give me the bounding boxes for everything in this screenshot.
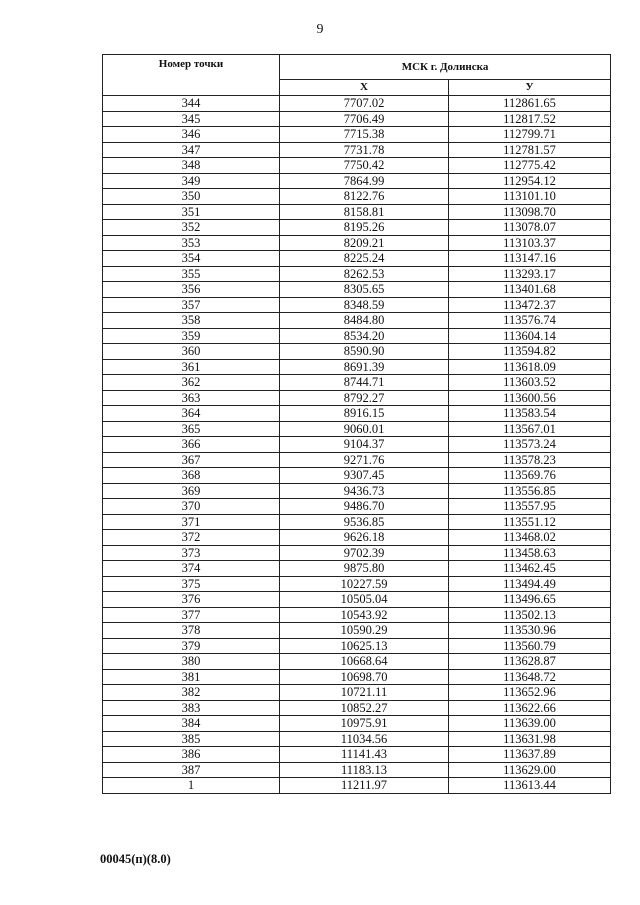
cell-y: 113622.66 (449, 700, 611, 716)
table-row (103, 669, 611, 685)
cell-point-number: 382 (103, 685, 280, 701)
cell-y: 113530.96 (449, 623, 611, 639)
cell-x: 9486.70 (280, 499, 449, 515)
cell-x: 8916.15 (280, 406, 449, 422)
cell-y: 113594.82 (449, 344, 611, 360)
cell-point-number: 368 (103, 468, 280, 484)
table-row (103, 173, 611, 189)
cell-y: 113569.76 (449, 468, 611, 484)
cell-point-number: 386 (103, 747, 280, 763)
table-row (103, 592, 611, 608)
cell-y: 112817.52 (449, 111, 611, 127)
cell-point-number: 346 (103, 127, 280, 143)
cell-x: 7706.49 (280, 111, 449, 127)
cell-point-number: 384 (103, 716, 280, 732)
table-row (103, 189, 611, 205)
cell-x: 9702.39 (280, 545, 449, 561)
cell-point-number: 360 (103, 344, 280, 360)
cell-point-number: 369 (103, 483, 280, 499)
cell-x: 8348.59 (280, 297, 449, 313)
cell-x: 10543.92 (280, 607, 449, 623)
table-row (103, 266, 611, 282)
table-row (103, 731, 611, 747)
cell-x: 9271.76 (280, 452, 449, 468)
cell-y: 113637.89 (449, 747, 611, 763)
table-row (103, 716, 611, 732)
table-row (103, 421, 611, 437)
cell-x: 8262.53 (280, 266, 449, 282)
table-row (103, 514, 611, 530)
table-row (103, 700, 611, 716)
cell-y: 113557.95 (449, 499, 611, 515)
cell-point-number: 352 (103, 220, 280, 236)
cell-x: 7731.78 (280, 142, 449, 158)
cell-point-number: 356 (103, 282, 280, 298)
cell-y: 113603.52 (449, 375, 611, 391)
table-row (103, 313, 611, 329)
cell-x: 10625.13 (280, 638, 449, 654)
cell-y: 112954.12 (449, 173, 611, 189)
cell-x: 8590.90 (280, 344, 449, 360)
cell-x: 9626.18 (280, 530, 449, 546)
cell-x: 10698.70 (280, 669, 449, 685)
table-row (103, 375, 611, 391)
cell-x: 11141.43 (280, 747, 449, 763)
cell-x: 8225.24 (280, 251, 449, 267)
cell-y: 113147.16 (449, 251, 611, 267)
cell-y: 113628.87 (449, 654, 611, 670)
cell-point-number: 353 (103, 235, 280, 251)
header-msk: МСК г. Долинска (280, 55, 611, 80)
cell-point-number: 349 (103, 173, 280, 189)
cell-point-number: 376 (103, 592, 280, 608)
cell-y: 113639.00 (449, 716, 611, 732)
cell-point-number: 364 (103, 406, 280, 422)
table-row (103, 685, 611, 701)
cell-point-number: 361 (103, 359, 280, 375)
cell-point-number: 351 (103, 204, 280, 220)
cell-x: 9436.73 (280, 483, 449, 499)
cell-y: 113604.14 (449, 328, 611, 344)
table-row (103, 220, 611, 236)
table-row (103, 344, 611, 360)
table-row (103, 530, 611, 546)
cell-point-number: 358 (103, 313, 280, 329)
cell-point-number: 378 (103, 623, 280, 639)
cell-x: 8122.76 (280, 189, 449, 205)
table-row (103, 762, 611, 778)
cell-x: 8792.27 (280, 390, 449, 406)
cell-y: 113472.37 (449, 297, 611, 313)
header-point-number: Номер точки (103, 55, 280, 96)
cell-x: 8691.39 (280, 359, 449, 375)
cell-x: 9875.80 (280, 561, 449, 577)
cell-y: 113618.09 (449, 359, 611, 375)
cell-point-number: 1 (103, 778, 280, 794)
cell-y: 113578.23 (449, 452, 611, 468)
cell-y: 113101.10 (449, 189, 611, 205)
cell-point-number: 385 (103, 731, 280, 747)
cell-x: 7864.99 (280, 173, 449, 189)
cell-point-number: 387 (103, 762, 280, 778)
cell-y: 113462.45 (449, 561, 611, 577)
table-row (103, 654, 611, 670)
cell-x: 8744.71 (280, 375, 449, 391)
table-row (103, 127, 611, 143)
table-row (103, 390, 611, 406)
cell-point-number: 347 (103, 142, 280, 158)
cell-x: 9104.37 (280, 437, 449, 453)
cell-x: 9536.85 (280, 514, 449, 530)
cell-y: 113629.00 (449, 762, 611, 778)
cell-y: 113468.02 (449, 530, 611, 546)
header-y: У (449, 80, 611, 96)
cell-point-number: 383 (103, 700, 280, 716)
cell-point-number: 362 (103, 375, 280, 391)
cell-x: 10227.59 (280, 576, 449, 592)
cell-x: 7715.38 (280, 127, 449, 143)
cell-y: 113567.01 (449, 421, 611, 437)
cell-x: 9060.01 (280, 421, 449, 437)
cell-y: 113496.65 (449, 592, 611, 608)
cell-point-number: 379 (103, 638, 280, 654)
cell-y: 113103.37 (449, 235, 611, 251)
cell-y: 113613.44 (449, 778, 611, 794)
table-row (103, 96, 611, 112)
cell-x: 10590.29 (280, 623, 449, 639)
cell-point-number: 355 (103, 266, 280, 282)
cell-point-number: 345 (103, 111, 280, 127)
cell-y: 113600.56 (449, 390, 611, 406)
cell-y: 113401.68 (449, 282, 611, 298)
table-row (103, 452, 611, 468)
cell-x: 8158.81 (280, 204, 449, 220)
cell-x: 8484.80 (280, 313, 449, 329)
cell-y: 113458.63 (449, 545, 611, 561)
cell-x: 10975.91 (280, 716, 449, 732)
cell-x: 8195.26 (280, 220, 449, 236)
cell-x: 10721.11 (280, 685, 449, 701)
cell-point-number: 350 (103, 189, 280, 205)
table-row (103, 359, 611, 375)
cell-point-number: 372 (103, 530, 280, 546)
table-row (103, 607, 611, 623)
table-row (103, 499, 611, 515)
table-row (103, 158, 611, 174)
cell-point-number: 344 (103, 96, 280, 112)
table-row (103, 111, 611, 127)
cell-x: 11183.13 (280, 762, 449, 778)
table-row (103, 545, 611, 561)
cell-point-number: 359 (103, 328, 280, 344)
cell-point-number: 363 (103, 390, 280, 406)
cell-y: 113573.24 (449, 437, 611, 453)
cell-point-number: 373 (103, 545, 280, 561)
cell-x: 10505.04 (280, 592, 449, 608)
cell-y: 112799.71 (449, 127, 611, 143)
cell-point-number: 367 (103, 452, 280, 468)
cell-x: 11034.56 (280, 731, 449, 747)
page-number: 9 (316, 22, 324, 37)
table-row (103, 406, 611, 422)
table-row (103, 561, 611, 577)
cell-x: 7707.02 (280, 96, 449, 112)
cell-y: 113648.72 (449, 669, 611, 685)
cell-point-number: 357 (103, 297, 280, 313)
cell-x: 10668.64 (280, 654, 449, 670)
table-row (103, 437, 611, 453)
table-row (103, 282, 611, 298)
table-row (103, 623, 611, 639)
cell-y: 113494.49 (449, 576, 611, 592)
cell-y: 113576.74 (449, 313, 611, 329)
cell-point-number: 365 (103, 421, 280, 437)
footer-code: 00045(п)(8.0) (100, 852, 171, 866)
cell-x: 8209.21 (280, 235, 449, 251)
cell-y: 113631.98 (449, 731, 611, 747)
cell-y: 113502.13 (449, 607, 611, 623)
cell-y: 113583.54 (449, 406, 611, 422)
cell-y: 113293.17 (449, 266, 611, 282)
table-row (103, 235, 611, 251)
cell-y: 113560.79 (449, 638, 611, 654)
cell-point-number: 375 (103, 576, 280, 592)
coordinates-table (102, 54, 611, 794)
cell-y: 113551.12 (449, 514, 611, 530)
cell-y: 113078.07 (449, 220, 611, 236)
cell-point-number: 380 (103, 654, 280, 670)
cell-y: 113652.96 (449, 685, 611, 701)
cell-x: 9307.45 (280, 468, 449, 484)
cell-point-number: 377 (103, 607, 280, 623)
table-row (103, 468, 611, 484)
cell-x: 8305.65 (280, 282, 449, 298)
cell-y: 112781.57 (449, 142, 611, 158)
cell-point-number: 374 (103, 561, 280, 577)
cell-point-number: 354 (103, 251, 280, 267)
cell-y: 113098.70 (449, 204, 611, 220)
table-row (103, 778, 611, 794)
table-row (103, 483, 611, 499)
cell-point-number: 348 (103, 158, 280, 174)
table-body (103, 96, 611, 794)
cell-point-number: 366 (103, 437, 280, 453)
table-row (103, 251, 611, 267)
header-x: X (280, 80, 449, 96)
table-row (103, 297, 611, 313)
cell-x: 10852.27 (280, 700, 449, 716)
table-row (103, 328, 611, 344)
cell-point-number: 371 (103, 514, 280, 530)
cell-point-number: 381 (103, 669, 280, 685)
cell-y: 112775.42 (449, 158, 611, 174)
cell-x: 11211.97 (280, 778, 449, 794)
cell-y: 113556.85 (449, 483, 611, 499)
table-row (103, 576, 611, 592)
table-row (103, 204, 611, 220)
table-row (103, 142, 611, 158)
table-row (103, 638, 611, 654)
cell-x: 7750.42 (280, 158, 449, 174)
cell-point-number: 370 (103, 499, 280, 515)
table-row (103, 747, 611, 763)
cell-x: 8534.20 (280, 328, 449, 344)
cell-y: 112861.65 (449, 96, 611, 112)
